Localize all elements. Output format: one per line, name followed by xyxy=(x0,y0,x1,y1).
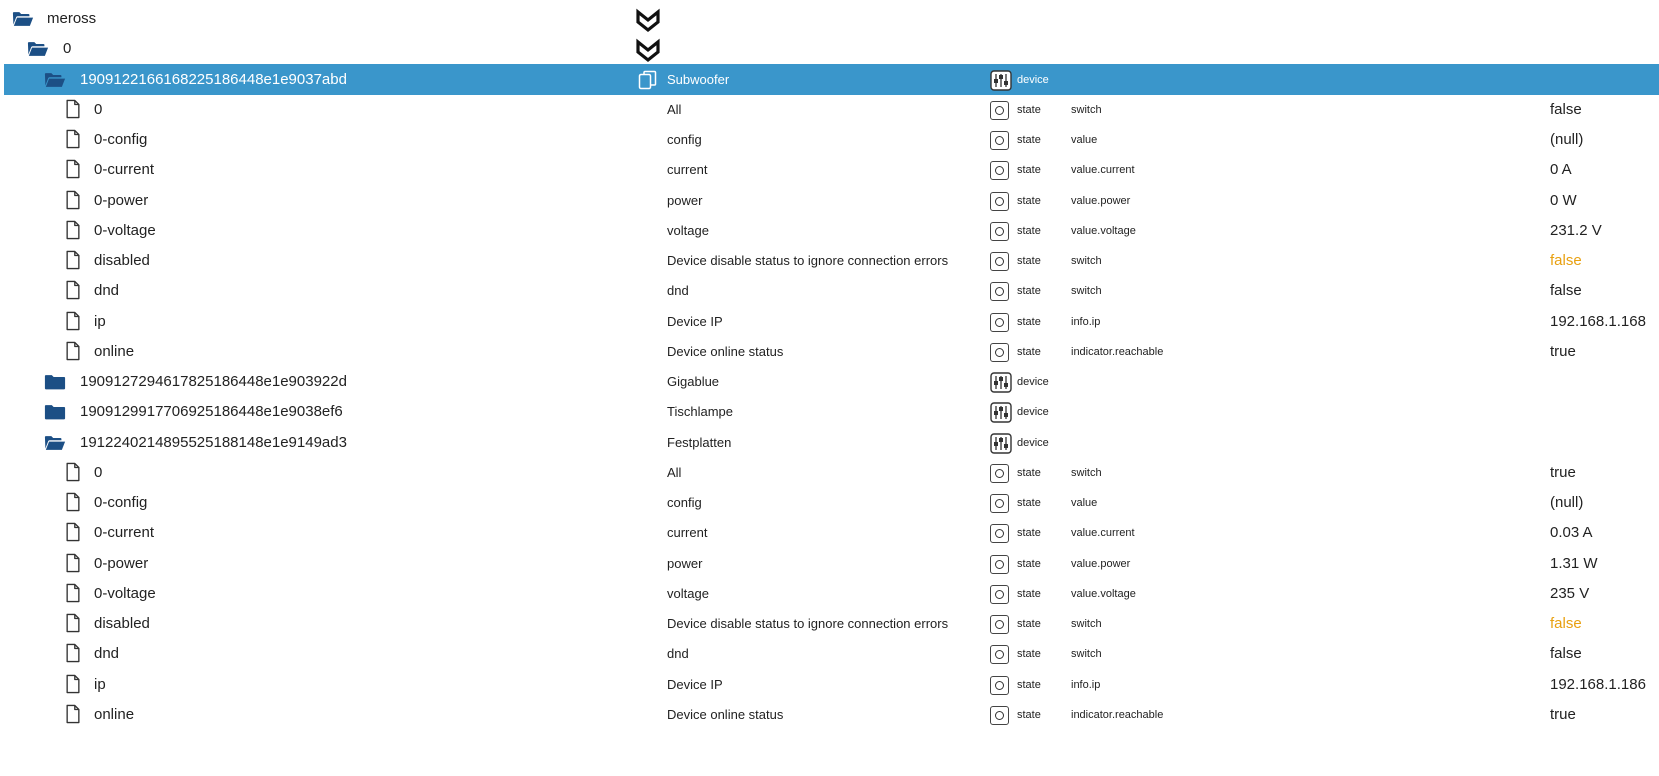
object-value[interactable]: true xyxy=(1550,705,1576,723)
object-name: power xyxy=(667,192,703,208)
state-circle xyxy=(995,681,1004,690)
device-type-icon xyxy=(990,372,1012,393)
state-circle xyxy=(995,166,1004,175)
file-icon[interactable] xyxy=(64,583,82,603)
state-circle xyxy=(995,499,1004,508)
state-type-icon xyxy=(990,252,1009,271)
file-icon[interactable] xyxy=(64,280,82,300)
object-type: state xyxy=(1017,497,1041,509)
state-circle xyxy=(995,197,1004,206)
object-id: 0-config xyxy=(94,131,148,148)
state-type-icon xyxy=(990,676,1009,695)
state-circle xyxy=(995,106,1004,115)
folder-open-icon[interactable] xyxy=(12,8,34,30)
object-name: Gigablue xyxy=(667,374,720,389)
state-type-icon xyxy=(990,464,1009,483)
meross-logo-icon xyxy=(635,37,661,63)
object-type: device xyxy=(1017,436,1049,449)
object-type: state xyxy=(1017,708,1041,721)
state-circle xyxy=(995,560,1004,569)
tree-row-instance[interactable] xyxy=(0,33,1659,64)
folder-closed-icon[interactable] xyxy=(44,371,66,393)
object-id: 0 xyxy=(63,40,72,58)
object-id: 1909127294617825186448e1e903922d xyxy=(80,373,347,390)
object-type: state xyxy=(1017,255,1041,267)
tree-row-state[interactable] xyxy=(0,245,1659,276)
object-type: state xyxy=(1017,618,1041,630)
file-icon[interactable] xyxy=(64,674,82,694)
object-value[interactable]: 0.03 A xyxy=(1550,524,1593,542)
object-role: value.power xyxy=(1071,194,1131,207)
folder-open-icon[interactable] xyxy=(44,69,66,91)
object-type: device xyxy=(1017,376,1049,388)
folder-open-icon[interactable] xyxy=(44,432,66,454)
object-value[interactable]: 1.31 W xyxy=(1550,554,1598,572)
object-role: switch xyxy=(1071,103,1102,116)
object-role: value.current xyxy=(1071,527,1135,540)
object-role: value.current xyxy=(1071,164,1135,177)
object-name: voltage xyxy=(667,585,709,601)
object-id: disabled xyxy=(94,615,150,632)
object-value[interactable]: 192.168.1.186 xyxy=(1550,675,1646,693)
object-name: Subwoofer xyxy=(667,71,730,87)
state-type-icon xyxy=(990,343,1009,362)
file-icon[interactable] xyxy=(64,99,82,119)
object-id: dnd xyxy=(94,645,120,663)
tree-row-state[interactable] xyxy=(0,608,1659,639)
object-role: info.ip xyxy=(1071,315,1101,328)
state-circle xyxy=(995,318,1004,327)
state-type-icon xyxy=(990,645,1009,664)
object-value[interactable]: false xyxy=(1550,645,1582,663)
object-name: current xyxy=(667,525,708,541)
file-icon[interactable] xyxy=(64,129,82,149)
file-icon[interactable] xyxy=(64,190,82,210)
object-type: state xyxy=(1017,194,1041,207)
object-id: 0 xyxy=(94,100,103,118)
object-name: Device disable status to ignore connection errors xyxy=(667,616,949,631)
state-type-icon xyxy=(990,494,1009,513)
object-type: state xyxy=(1017,103,1041,116)
object-id: 0-voltage xyxy=(94,584,156,602)
tree-row-state[interactable] xyxy=(0,94,1659,125)
object-id: disabled xyxy=(94,252,150,269)
file-icon[interactable] xyxy=(64,311,82,331)
file-icon[interactable] xyxy=(64,250,82,270)
tree-row-state[interactable] xyxy=(0,306,1659,337)
tree-row-device[interactable] xyxy=(0,427,1659,458)
state-circle xyxy=(995,287,1004,296)
state-circle xyxy=(995,469,1004,478)
object-value[interactable]: 192.168.1.168 xyxy=(1550,312,1646,330)
file-icon[interactable] xyxy=(64,704,82,724)
object-id: 0-current xyxy=(94,524,155,542)
tree-row-device[interactable] xyxy=(0,396,1659,427)
object-name: power xyxy=(667,555,703,571)
object-type: state xyxy=(1017,164,1041,177)
file-icon[interactable] xyxy=(64,613,82,633)
object-value[interactable]: true xyxy=(1550,342,1576,360)
state-circle xyxy=(995,257,1004,266)
object-id: 0 xyxy=(94,463,103,481)
state-type-icon xyxy=(990,585,1009,604)
state-type-icon xyxy=(990,161,1009,180)
object-value[interactable]: 231.2 V xyxy=(1550,221,1602,239)
object-id: ip xyxy=(94,675,106,693)
tree-row-state[interactable] xyxy=(0,699,1659,730)
state-circle xyxy=(995,227,1004,236)
object-name: All xyxy=(667,464,682,480)
copy-icon[interactable] xyxy=(638,70,658,90)
object-name: Device IP xyxy=(667,313,723,329)
state-circle xyxy=(995,711,1004,720)
object-name: voltage xyxy=(667,222,709,238)
object-role: switch xyxy=(1071,285,1102,298)
file-icon[interactable] xyxy=(64,492,82,512)
folder-open-icon[interactable] xyxy=(27,38,49,60)
tree-row-state[interactable] xyxy=(0,669,1659,700)
object-type: state xyxy=(1017,678,1041,691)
object-value[interactable]: false xyxy=(1550,100,1582,118)
object-name: config xyxy=(667,132,702,147)
object-value[interactable]: true xyxy=(1550,463,1576,481)
state-type-icon xyxy=(990,555,1009,574)
state-type-icon xyxy=(990,706,1009,725)
file-icon[interactable] xyxy=(64,553,82,573)
state-type-icon xyxy=(990,313,1009,332)
object-id: online xyxy=(94,342,135,360)
object-name: dnd xyxy=(667,283,689,299)
object-role: switch xyxy=(1071,466,1102,479)
object-type: state xyxy=(1017,315,1041,328)
tree-row-state[interactable] xyxy=(0,185,1659,216)
object-value[interactable]: false xyxy=(1550,615,1582,632)
object-value[interactable]: false xyxy=(1550,282,1582,300)
tree-row-device[interactable] xyxy=(4,64,1659,95)
object-type: state xyxy=(1017,134,1041,146)
device-type-icon xyxy=(990,70,1012,91)
tree-row-state[interactable] xyxy=(0,336,1659,367)
device-type-icon xyxy=(990,402,1012,423)
state-type-icon xyxy=(990,282,1009,301)
state-circle xyxy=(995,590,1004,599)
object-id: 0-voltage xyxy=(94,221,156,239)
object-value[interactable]: (null) xyxy=(1550,494,1584,511)
state-circle xyxy=(995,136,1004,145)
tree-row-state[interactable] xyxy=(0,487,1659,518)
object-id: 0-config xyxy=(94,494,148,511)
object-id: 0-power xyxy=(94,191,149,209)
object-id: 1909122166168225186448e1e9037abd xyxy=(80,70,347,88)
object-id: 0-power xyxy=(94,554,149,572)
object-id: meross xyxy=(47,10,97,27)
object-type: state xyxy=(1017,557,1041,570)
object-type: state xyxy=(1017,466,1041,479)
object-role: switch xyxy=(1071,255,1102,267)
object-role: switch xyxy=(1071,618,1102,630)
object-value[interactable]: 235 V xyxy=(1550,584,1590,602)
object-name: Device IP xyxy=(667,676,723,692)
object-id: dnd xyxy=(94,282,120,300)
object-name: current xyxy=(667,162,708,178)
object-id: ip xyxy=(94,312,106,330)
object-value[interactable]: 0 W xyxy=(1550,191,1577,209)
object-value[interactable]: (null) xyxy=(1550,131,1584,148)
state-type-icon xyxy=(990,101,1009,120)
object-type: state xyxy=(1017,224,1041,237)
object-value[interactable]: false xyxy=(1550,252,1582,269)
object-value[interactable]: 0 A xyxy=(1550,161,1572,179)
object-role: info.ip xyxy=(1071,678,1101,691)
state-circle xyxy=(995,620,1004,629)
object-type: state xyxy=(1017,587,1041,600)
object-name: Festplatten xyxy=(667,434,732,450)
file-icon[interactable] xyxy=(64,522,82,542)
object-type: state xyxy=(1017,345,1041,358)
object-name: All xyxy=(667,101,682,117)
state-circle xyxy=(995,650,1004,659)
meross-logo-icon xyxy=(635,7,661,33)
file-icon[interactable] xyxy=(64,220,82,240)
tree-row-state[interactable] xyxy=(0,578,1659,609)
object-type: state xyxy=(1017,648,1041,661)
state-circle xyxy=(995,529,1004,538)
state-circle xyxy=(995,348,1004,357)
object-name: Device online status xyxy=(667,706,784,722)
state-type-icon xyxy=(990,192,1009,211)
tree-row-state[interactable] xyxy=(0,124,1659,155)
object-role: indicator.reachable xyxy=(1071,708,1164,721)
object-name: dnd xyxy=(667,646,689,662)
object-role: value.power xyxy=(1071,557,1131,570)
object-id: online xyxy=(94,705,135,723)
object-role: value xyxy=(1071,497,1098,509)
tree-row-device[interactable] xyxy=(0,366,1659,397)
device-type-icon xyxy=(990,433,1012,454)
folder-closed-icon[interactable] xyxy=(44,401,66,423)
tree-row-state[interactable] xyxy=(0,548,1659,579)
file-icon[interactable] xyxy=(64,462,82,482)
tree-row-state[interactable] xyxy=(0,457,1659,488)
object-role: value.voltage xyxy=(1071,224,1136,237)
object-type: device xyxy=(1017,73,1049,86)
file-icon[interactable] xyxy=(64,341,82,361)
object-name: Device disable status to ignore connection errors xyxy=(667,253,949,268)
object-role: switch xyxy=(1071,648,1102,661)
object-type: state xyxy=(1017,285,1041,298)
tree-row-state[interactable] xyxy=(0,275,1659,306)
object-role: value xyxy=(1071,134,1098,146)
object-role: value.voltage xyxy=(1071,587,1136,600)
object-id: 1909129917706925186448e1e9038ef6 xyxy=(80,403,343,421)
object-name: Device online status xyxy=(667,343,784,359)
object-name: config xyxy=(667,495,702,510)
tree-row-state[interactable] xyxy=(0,638,1659,669)
object-type: device xyxy=(1017,406,1049,419)
tree-row-state[interactable] xyxy=(0,154,1659,185)
state-type-icon xyxy=(990,222,1009,241)
file-icon[interactable] xyxy=(64,159,82,179)
object-id: 0-current xyxy=(94,161,155,179)
tree-row-state[interactable] xyxy=(0,215,1659,246)
state-type-icon xyxy=(990,615,1009,634)
object-role: indicator.reachable xyxy=(1071,345,1164,358)
tree-row-state[interactable] xyxy=(0,517,1659,548)
object-name: Tischlampe xyxy=(667,404,733,420)
object-type: state xyxy=(1017,527,1041,540)
tree-row-adapter[interactable] xyxy=(0,3,1659,34)
state-type-icon xyxy=(990,524,1009,543)
file-icon[interactable] xyxy=(64,643,82,663)
object-id: 1912240214895525188148e1e9149ad3 xyxy=(80,433,347,451)
state-type-icon xyxy=(990,131,1009,150)
